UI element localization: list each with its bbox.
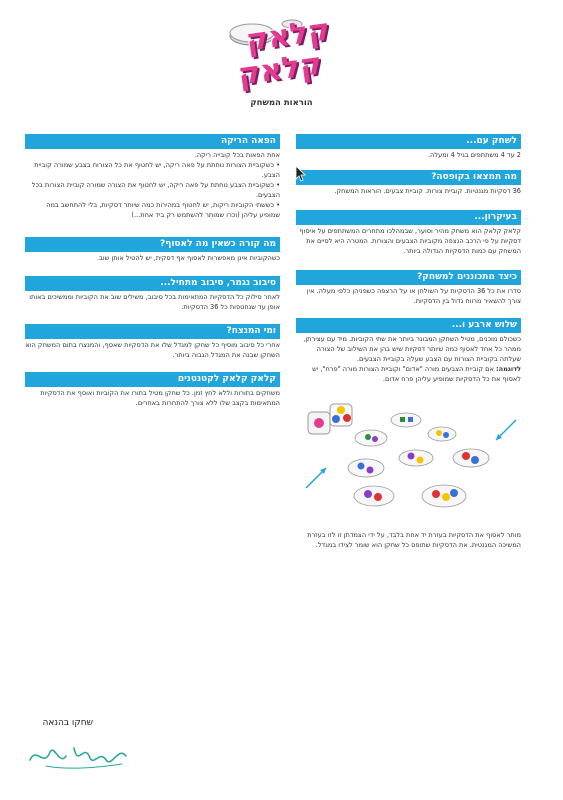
section-players-title: לשחק עם... [296, 134, 521, 149]
section-players-text: 2 עד 4 משתתפים בגיל 4 ומעלה. [427, 151, 521, 159]
list-item: • כשקוביית הצבע נוחתת על פאה ריקה, יש לחטוף את הצורה שמורה קוביית הצורות בכל הצבעים. [25, 180, 280, 200]
section-setup-text: סדרו את כל 36 הדסקיות על השולחן או על הרצפה כשפניהן כלפי מעלה. אין צורך להשאיר מרווח גדול בין הדסקיות. [306, 287, 521, 305]
closing-text: שחקו בהנאה [42, 718, 93, 728]
section-play-text [296, 334, 521, 384]
section-empty-title: הפאה הריקה [25, 134, 280, 149]
section-play-body: כשכולם מוכנים, מטיל השחקן המבוגר ביותר את שתי הקוביות. מיד עם עצירתן, ממהר כל אחד לאסוף כמה שיותר דסקיות שיש בהן את השילוב של הצורה שעלתה בקוביית הצורות עם הצבע שעלה בקוביית הצבעים. [303, 335, 521, 363]
section-contents-text: 36 דסקיות מגנטיות. קוביית צורות. קוביית צבעים. הוראות המשחק. [334, 187, 521, 195]
list-item: • כששתי הקוביות ריקות, יש לחטוף במהירות כמה שיותר דסקיות, בלי להתחשב במה שמופיע עליהן (וכרו שמותר להשתמש רק ביד אחת...) [25, 200, 280, 220]
section-kids-text: משחקים בתורות וללא לחץ זמן. כל שחקן מטיל בתורו את הקוביות ואוסף את הדסקיות המתאימות בקצב שלו ללא צורך להתחרות באחרים. [40, 389, 280, 407]
example-label: לדוגמה: [495, 365, 521, 373]
page-subtitle: הוראות המשחק [250, 98, 313, 108]
section-contents-title: מה תמצאו בקופסה? [296, 170, 521, 185]
section-play-rule: מותר לאסוף את הדסקיות בעזרת יד אחת בלבד, על ידי הצמדתן זו לזו בעזרת המשיכה המגנטית. את הדסקיות שתופס כל שחקן הוא שומר לצידו במגדל. [307, 531, 521, 549]
logo-line1: קלאק [243, 12, 333, 59]
section-roundend-text: לאחר סילוק כל הדסקיות המתאימות בכל סיבוב, משילים שוב את הקוביות וממשיכים באותו אופן עד שנחטפות כל 36 הדסקיות. [29, 293, 280, 311]
section-principle-title: בעיקרון... [296, 210, 521, 225]
section-kids-title: קלאק קלאק לקטנטנים [25, 372, 280, 387]
section-roundend-title: סיבוב נגמר, סיבוב מתחיל... [25, 276, 280, 291]
section-winner-text: אחרי כל סיבוב מוסיף כל שחקן למגדל שלו את הדסקיות שאסף, והמנצח בתום המשחק הוא השחקן שבנה את המגדל הגבוה ביותר. [25, 341, 280, 359]
logo-line2: קלאק [235, 46, 325, 93]
section-setup-title: כיצד מתכוננים למשחק? [296, 270, 521, 285]
list-item: • כשקוביית הצורות נוחתת על פאה ריקה, יש לחטוף את כל הצורות בצבע שמורה קוביית הצבע. [25, 160, 280, 180]
signature-icon [26, 738, 136, 773]
example-text: אם קוביית הצבעים מורה "אדום" וקוביית הצורות מורה "פרח", יש לאסוף את כל הדסקיות שמופיע עליהן פרח אדום. [312, 365, 521, 383]
section-empty-intro: אחת הפאות בכל קובייה ריקה. [194, 151, 280, 159]
section-nomore-text: כשהקוביות אינן מאפשרות לאסוף אף דסקית, יש להטיל אותן שוב. [96, 254, 280, 262]
section-principle-text: קלאק קלאק הוא משחק מהיר וסוער, שבמהלכו מתחרים המשתתפים על איסוף דסקיות על פי הרכב הנצפה מקוביות הצבעים והצורות. המטרה היא לסיים את המשחק עם כמות הדסקיות הגדולה ביותר. [299, 227, 521, 255]
section-play-example [296, 364, 521, 384]
arrow-icon [496, 420, 516, 440]
game-illustration [296, 398, 521, 523]
section-winner-title: ומי המנצח? [25, 324, 280, 339]
arrow-icon [306, 468, 326, 488]
mouse-cursor-icon [296, 166, 306, 182]
section-empty-text [25, 150, 280, 220]
section-play-title: שלוש ארבע ו... [296, 318, 521, 333]
section-nomore-title: מה קורה כשאין מה לאסוף? [25, 237, 280, 252]
shape-die-icon [308, 412, 330, 434]
color-die-icon [330, 404, 352, 426]
